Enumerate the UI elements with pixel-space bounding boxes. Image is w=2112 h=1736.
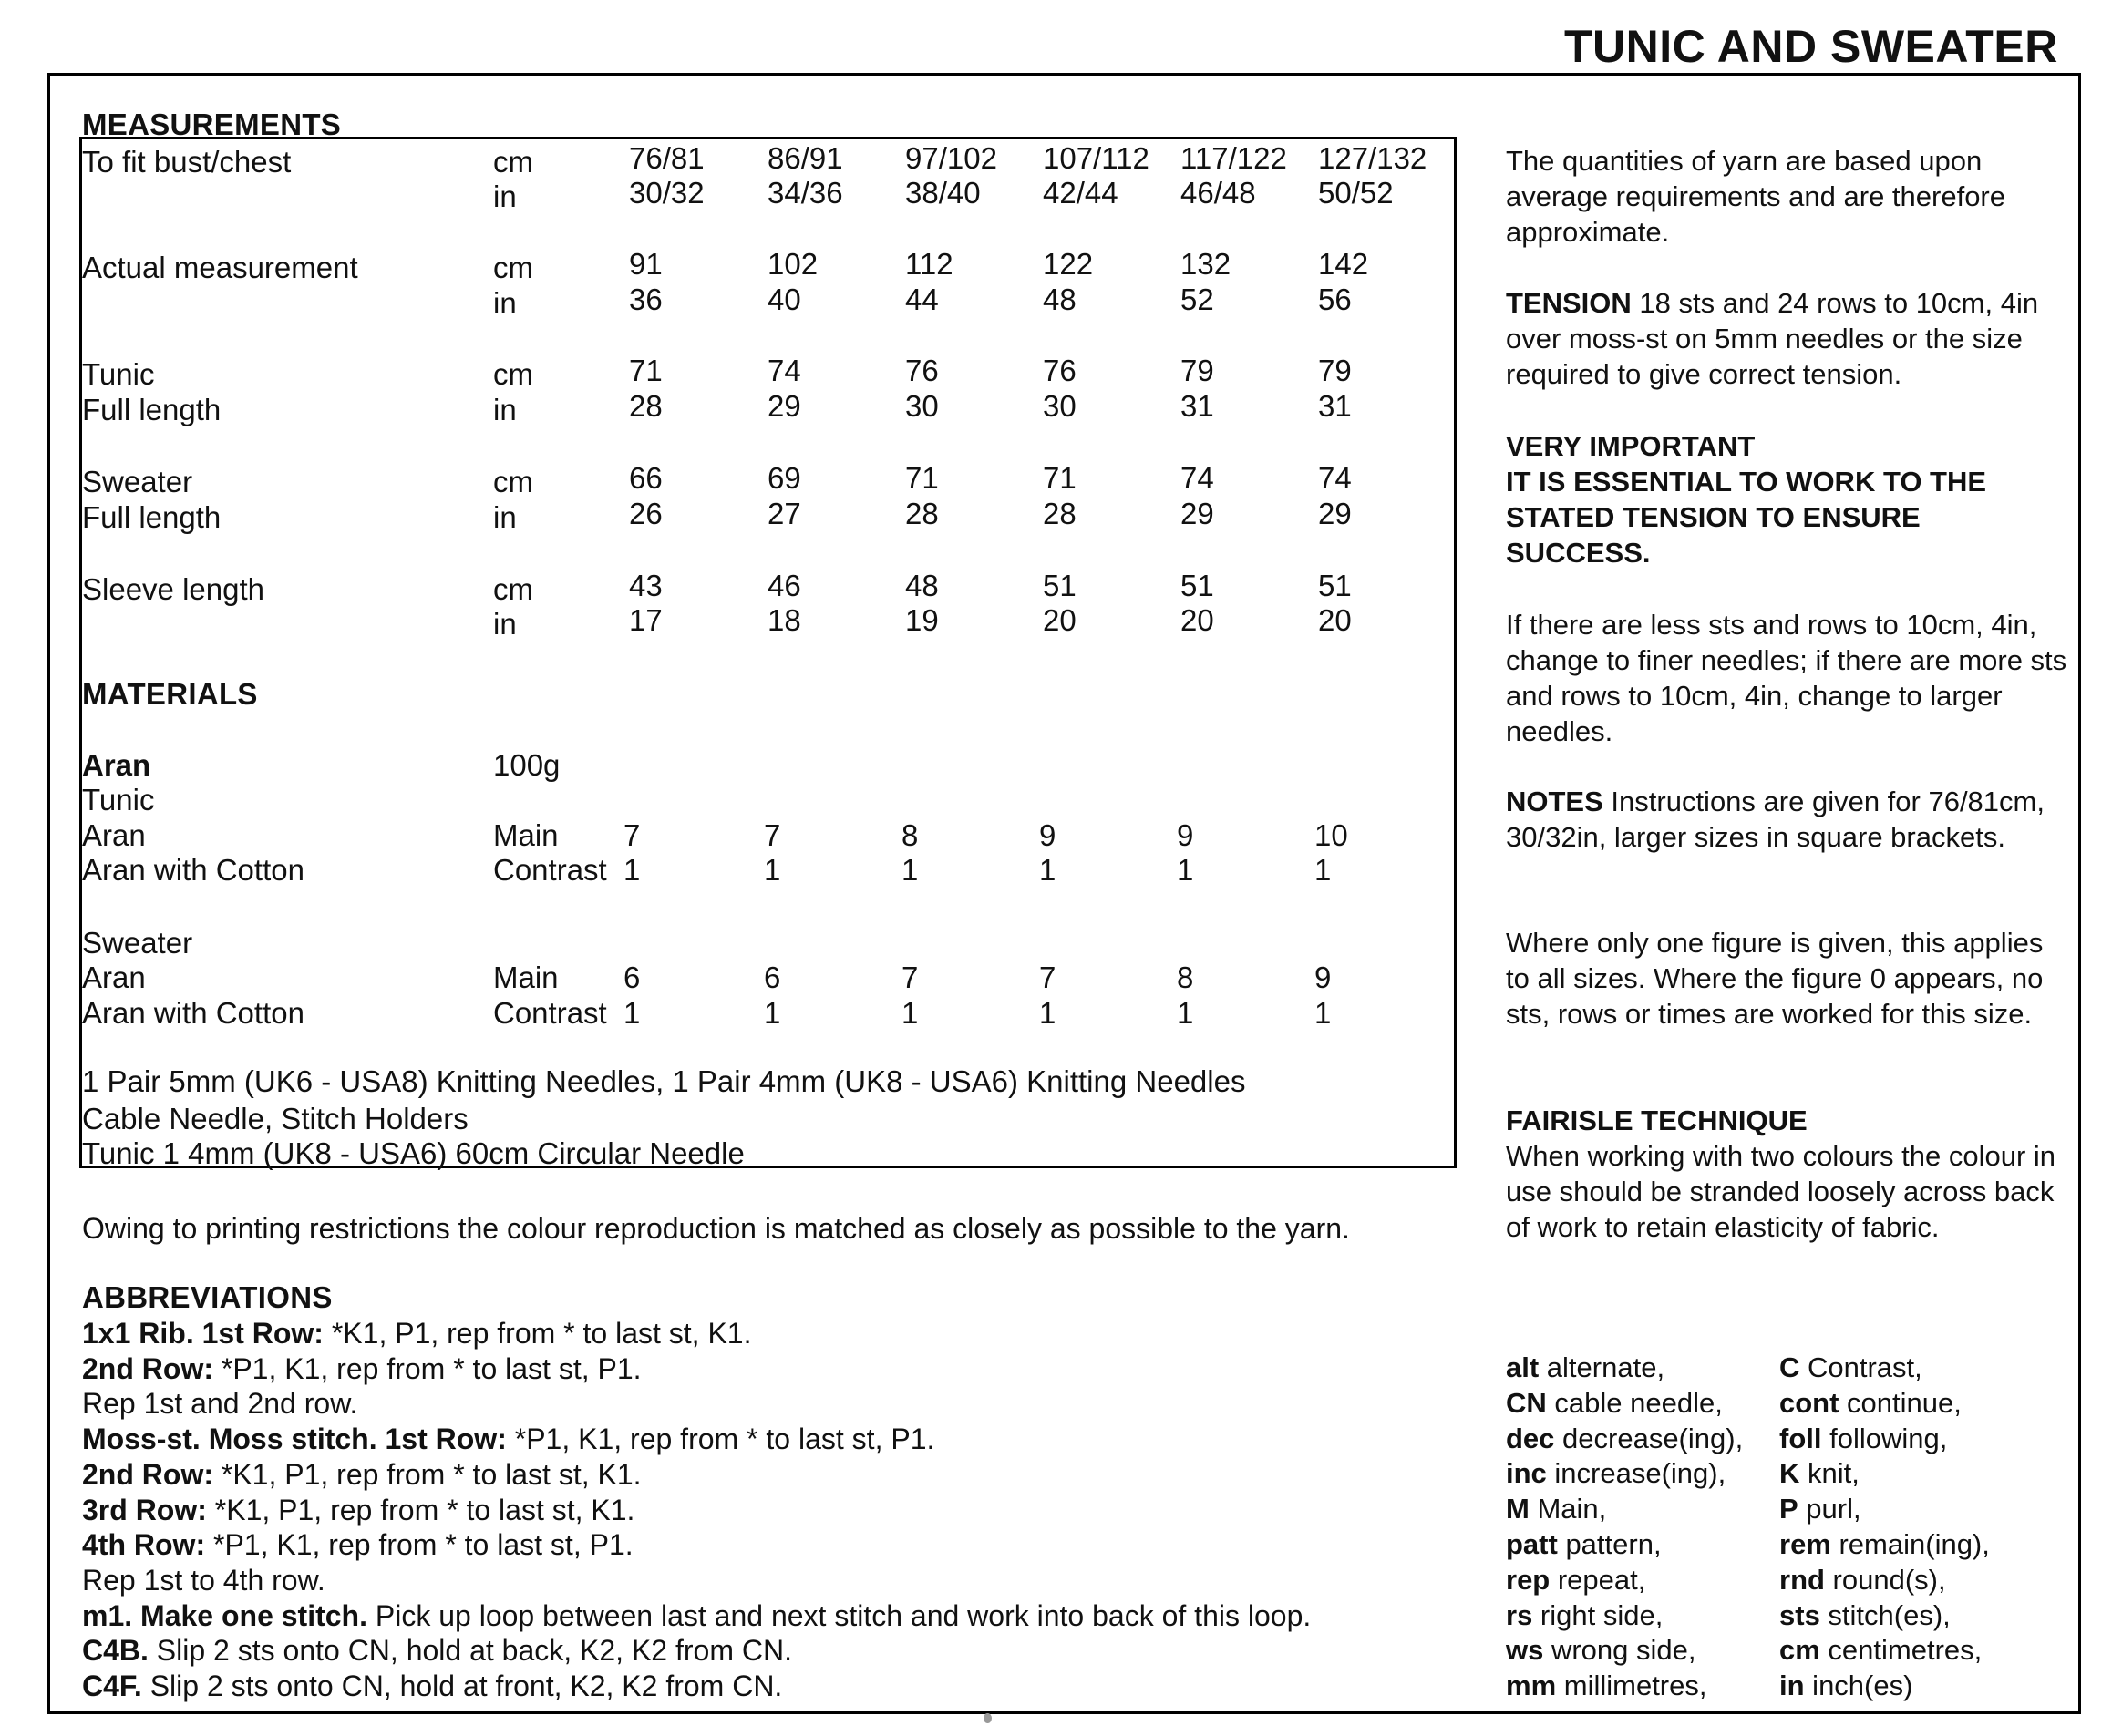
measurement-value: 76 [905, 354, 939, 387]
fairisle-heading: FAIRISLE TECHNIQUE [1506, 1104, 1808, 1136]
glossary-meaning: repeat, [1550, 1564, 1646, 1596]
measurement-value: 79 [1318, 354, 1352, 387]
glossary-abbr: P [1779, 1493, 1798, 1525]
abbreviation-definition: *P1, K1, rep from * to last st, P1. [205, 1528, 634, 1561]
glossary-meaning: decrease(ing), [1554, 1423, 1744, 1454]
glossary-abbr: cont [1779, 1387, 1839, 1419]
measurement-value: 71 [905, 461, 939, 495]
measurement-value: 46/48 [1180, 176, 1256, 210]
measurement-unit: in [493, 286, 517, 320]
abbreviation-definition: *P1, K1, rep from * to last st, P1. [506, 1423, 935, 1455]
measurement-unit: cm [493, 357, 533, 391]
abbreviation-definition: Pick up loop between last and next stitch and work into back of this loop. [366, 1599, 1312, 1632]
measurement-value: 43 [629, 569, 663, 602]
important-heading: VERY IMPORTANT [1506, 430, 1756, 462]
glossary-meaning: Contrast, [1799, 1351, 1922, 1383]
materials-quantity: 1 [1039, 996, 1056, 1030]
needles-line-2: Cable Needle, Stitch Holders [82, 1102, 469, 1135]
abbreviation-definition: Slip 2 sts onto CN, hold at back, K2, K2 from CN. [148, 1634, 792, 1667]
measurement-value: 44 [905, 282, 939, 316]
materials-quantity: 1 [901, 853, 919, 887]
abbreviation-definition: *K1, P1, rep from * to last st, K1. [206, 1494, 635, 1526]
abbreviation-line [82, 1456, 642, 1493]
materials-quantity: 1 [901, 996, 919, 1030]
materials-quantity: 1 [1177, 853, 1194, 887]
notes-paragraph [1506, 784, 2080, 855]
measurement-value: 30 [905, 389, 939, 423]
measurement-value: 27 [768, 497, 801, 530]
glossary-abbr: in [1779, 1669, 1805, 1701]
glossary-entry [1779, 1597, 1951, 1634]
materials-quantity: 1 [1039, 853, 1056, 887]
needles-line-3: Tunic 1 4mm (UK8 - USA6) 60cm Circular Needle [82, 1136, 745, 1170]
glossary-entry [1506, 1668, 1706, 1704]
measurement-value: 127/132 [1318, 141, 1427, 175]
measurement-unit: cm [493, 251, 533, 284]
glossary-abbr: mm [1506, 1669, 1557, 1701]
glossary-meaning: remain(ing), [1830, 1528, 1990, 1560]
important-text: IT IS ESSENTIAL TO WORK TO THE STATED TENSION TO ENSURE SUCCESS. [1506, 466, 1987, 569]
measurement-label: Sleeve length [82, 572, 264, 606]
materials-unit: Contrast [493, 996, 607, 1030]
glossary-entry [1506, 1526, 1662, 1563]
measurement-value: 30 [1043, 389, 1077, 423]
materials-unit: Main [493, 960, 559, 994]
glossary-abbr: rem [1779, 1528, 1831, 1560]
measurement-value: 52 [1180, 282, 1214, 316]
measurement-value: 91 [629, 247, 663, 281]
glossary-entry [1779, 1455, 1860, 1492]
materials-quantity: 1 [1314, 996, 1332, 1030]
page-title: TUNIC AND SWEATER [1564, 21, 2058, 72]
measurement-label: Full length [82, 500, 222, 534]
glossary-meaning: stitch(es), [1819, 1599, 1951, 1631]
glossary-abbr: K [1779, 1457, 1800, 1489]
measurement-value: 40 [768, 282, 801, 316]
glossary-entry [1779, 1526, 1990, 1563]
materials-quantity: 1 [623, 853, 641, 887]
measurement-value: 26 [629, 497, 663, 530]
glossary-entry [1779, 1632, 1982, 1669]
measurement-value: 36 [629, 282, 663, 316]
measurement-value: 74 [768, 354, 801, 387]
glossary-abbr: M [1506, 1493, 1530, 1525]
glossary-entry [1506, 1491, 1606, 1527]
materials-quantity: 9 [1314, 960, 1332, 994]
abbreviation-line [82, 1421, 934, 1457]
measurement-value: 69 [768, 461, 801, 495]
measurement-value: 31 [1180, 389, 1214, 423]
measurement-value: 117/122 [1180, 141, 1287, 175]
glossary-meaning: inch(es) [1804, 1669, 1913, 1701]
measurement-value: 132 [1180, 247, 1231, 281]
materials-quantity: 7 [901, 960, 919, 994]
measurement-unit: cm [493, 145, 533, 179]
materials-quantity: 1 [623, 996, 641, 1030]
materials-quantity: 6 [623, 960, 641, 994]
abbreviation-line [82, 1385, 357, 1422]
glossary-meaning: centimetres, [1819, 1634, 1983, 1666]
materials-unit: Main [493, 818, 559, 852]
abbreviation-term: C4F. [82, 1669, 142, 1702]
glossary-meaning: pattern, [1557, 1528, 1662, 1560]
measurement-value: 97/102 [905, 141, 997, 175]
measurement-label: Actual measurement [82, 251, 358, 284]
abbreviation-line [82, 1632, 792, 1669]
printing-note: Owing to printing restrictions the colour reproduction is matched as closely as possible to the yarn. [82, 1212, 1350, 1245]
materials-label: Aran with Cotton [82, 853, 304, 887]
measurement-value: 76 [1043, 354, 1077, 387]
abbreviation-term: Moss-st. Moss stitch. 1st Row: [82, 1423, 507, 1455]
materials-quantity: 7 [623, 818, 641, 852]
measurement-value: 29 [1318, 497, 1352, 530]
abbreviation-line [82, 1562, 325, 1598]
abbreviation-line [82, 1351, 642, 1387]
abbreviation-line [82, 1492, 634, 1528]
measurement-value: 34/36 [768, 176, 843, 210]
measurement-value: 19 [905, 603, 939, 637]
glossary-abbr: foll [1779, 1423, 1822, 1454]
glossary-abbr: patt [1506, 1528, 1558, 1560]
abbreviation-line [82, 1526, 634, 1563]
measurement-value: 71 [1043, 461, 1077, 495]
abbreviation-line [82, 1668, 782, 1704]
measurement-value: 142 [1318, 247, 1369, 281]
abbreviation-definition: Rep 1st and 2nd row. [82, 1387, 358, 1420]
glossary-abbr: rnd [1779, 1564, 1825, 1596]
glossary-meaning: increase(ing), [1546, 1457, 1726, 1489]
materials-quantity: 1 [1177, 996, 1194, 1030]
scan-smudge [984, 1713, 992, 1723]
glossary-abbr: sts [1779, 1599, 1820, 1631]
glossary-entry [1506, 1597, 1663, 1634]
materials-quantity: 10 [1314, 818, 1348, 852]
glossary-entry [1779, 1562, 1946, 1598]
measurement-unit: cm [493, 572, 533, 606]
measurement-label: To fit bust/chest [82, 145, 292, 179]
materials-quantity: 1 [1314, 853, 1332, 887]
measurements-heading: MEASUREMENTS [82, 108, 342, 141]
measurement-value: 79 [1180, 354, 1214, 387]
materials-quantity: 1 [764, 996, 781, 1030]
measurement-value: 51 [1043, 569, 1077, 602]
measurement-value: 30/32 [629, 176, 705, 210]
abbreviation-term: 4th Row: [82, 1528, 206, 1561]
materials-quantity: 9 [1177, 818, 1194, 852]
measurement-value: 31 [1318, 389, 1352, 423]
tension-label: TENSION [1506, 287, 1632, 319]
measurement-unit: in [493, 607, 517, 641]
abbreviation-definition: Rep 1st to 4th row. [82, 1564, 325, 1597]
glossary-meaning: round(s), [1824, 1564, 1946, 1596]
glossary-meaning: following, [1821, 1423, 1948, 1454]
materials-label: Aran with Cotton [82, 996, 304, 1030]
measurement-value: 29 [1180, 497, 1214, 530]
measurement-value: 42/44 [1043, 176, 1118, 210]
measurement-label: Tunic [82, 357, 155, 391]
glossary-entry [1779, 1350, 1922, 1386]
glossary-abbr: ws [1506, 1634, 1544, 1666]
needle-size-advice: If there are less sts and rows to 10cm, 4in, change to finer needles; if there are more sts and rows to 10cm, 4in, change to larger needles. [1506, 609, 2067, 747]
glossary-meaning: knit, [1799, 1457, 1860, 1489]
measurement-value: 28 [1043, 497, 1077, 530]
materials-unit: Contrast [493, 853, 607, 887]
abbreviation-definition: *K1, P1, rep from * to last st, K1. [323, 1317, 752, 1350]
materials-label: Tunic [82, 783, 155, 817]
abbreviation-definition: Slip 2 sts onto CN, hold at front, K2, K2 from CN. [141, 1669, 783, 1702]
notes-label: NOTES [1506, 786, 1603, 817]
measurement-value: 20 [1180, 603, 1214, 637]
materials-label: Sweater [82, 926, 193, 960]
measurement-value: 29 [768, 389, 801, 423]
materials-label: Aran [82, 818, 146, 852]
glossary-meaning: right side, [1532, 1599, 1664, 1631]
measurement-value: 18 [768, 603, 801, 637]
measurement-value: 71 [629, 354, 663, 387]
measurement-value: 17 [629, 603, 663, 637]
glossary-entry [1779, 1385, 1962, 1422]
abbreviation-line [82, 1315, 751, 1351]
glossary-meaning: purl, [1798, 1493, 1861, 1525]
measurement-value: 86/91 [768, 141, 843, 175]
glossary-meaning: wrong side, [1543, 1634, 1696, 1666]
glossary-meaning: alternate, [1539, 1351, 1665, 1383]
measurement-value: 28 [629, 389, 663, 423]
glossary-abbr: rep [1506, 1564, 1551, 1596]
measurement-unit: cm [493, 465, 533, 498]
glossary-meaning: continue, [1839, 1387, 1962, 1419]
glossary-entry [1779, 1668, 1912, 1704]
glossary-entry [1506, 1632, 1696, 1669]
materials-heading: MATERIALS [82, 677, 258, 711]
abbreviation-term: 1x1 Rib. 1st Row: [82, 1317, 324, 1350]
measurement-value: 76/81 [629, 141, 705, 175]
yarn-weight: 100g [493, 748, 561, 782]
glossary-entry [1506, 1455, 1726, 1492]
glossary-entry [1779, 1491, 1861, 1527]
measurement-value: 74 [1180, 461, 1214, 495]
measurement-value: 74 [1318, 461, 1352, 495]
measurement-value: 56 [1318, 282, 1352, 316]
measurement-value: 20 [1043, 603, 1077, 637]
abbreviation-term: C4B. [82, 1634, 149, 1667]
materials-quantity: 7 [764, 818, 781, 852]
needles-line-1: 1 Pair 5mm (UK6 - USA8) Knitting Needles, 1 Pair 4mm (UK8 - USA6) Knitting Needles [82, 1064, 1246, 1098]
measurement-label: Sweater [82, 465, 193, 498]
measurement-value: 28 [905, 497, 939, 530]
glossary-abbr: dec [1506, 1423, 1555, 1454]
abbreviation-definition: *P1, K1, rep from * to last st, P1. [212, 1352, 642, 1385]
tension-text: 18 sts and 24 rows to 10cm, 4in over moss-st on 5mm needles or the size required to give correct tension. [1506, 287, 2039, 390]
figure-note: Where only one figure is given, this applies to all sizes. Where the figure 0 appears, no sts, rows or times are worked for this size. [1506, 927, 2044, 1030]
notes-text: Instructions are given for 76/81cm, 30/32in, larger sizes in square brackets. [1506, 786, 2045, 853]
abbreviation-term: 2nd Row: [82, 1458, 213, 1491]
measurement-value: 50/52 [1318, 176, 1394, 210]
glossary-entry [1506, 1421, 1743, 1457]
materials-quantity: 1 [764, 853, 781, 887]
materials-quantity: 6 [764, 960, 781, 994]
measurement-value: 112 [905, 247, 953, 281]
yarn-label: Aran [82, 748, 151, 782]
materials-quantity: 8 [901, 818, 919, 852]
abbreviation-line [82, 1597, 1311, 1634]
measurement-value: 51 [1318, 569, 1352, 602]
glossary-abbr: rs [1506, 1599, 1533, 1631]
glossary-abbr: C [1779, 1351, 1800, 1383]
measurement-value: 66 [629, 461, 663, 495]
measurement-value: 122 [1043, 247, 1094, 281]
abbreviation-term: 3rd Row: [82, 1494, 207, 1526]
measurement-value: 38/40 [905, 176, 981, 210]
glossary-entry [1779, 1421, 1947, 1457]
glossary-entry [1506, 1350, 1664, 1386]
measurement-unit: in [493, 500, 517, 534]
materials-quantity: 8 [1177, 960, 1194, 994]
measurement-value: 48 [1043, 282, 1077, 316]
glossary-abbr: inc [1506, 1457, 1547, 1489]
glossary-meaning: millimetres, [1556, 1669, 1707, 1701]
materials-quantity: 9 [1039, 818, 1056, 852]
materials-label: Aran [82, 960, 146, 994]
fairisle-text: When working with two colours the colour in use should be stranded loosely across back of work to retain elasticity of fabric. [1506, 1140, 2056, 1243]
glossary-meaning: cable needle, [1546, 1387, 1723, 1419]
glossary-entry [1506, 1562, 1645, 1598]
measurement-value: 48 [905, 569, 939, 602]
measurement-value: 102 [768, 247, 819, 281]
measurement-value: 107/112 [1043, 141, 1149, 175]
measurement-value: 46 [768, 569, 801, 602]
measurement-label: Full length [82, 393, 222, 426]
measurement-unit: in [493, 393, 517, 426]
abbreviations-heading: ABBREVIATIONS [82, 1280, 333, 1314]
glossary-meaning: Main, [1529, 1493, 1607, 1525]
glossary-entry [1506, 1385, 1723, 1422]
measurement-value: 51 [1180, 569, 1214, 602]
measurement-unit: in [493, 180, 517, 213]
abbreviation-term: 2nd Row: [82, 1352, 213, 1385]
abbreviation-term: m1. Make one stitch. [82, 1599, 367, 1632]
glossary-abbr: cm [1779, 1634, 1820, 1666]
quantities-note: The quantities of yarn are based upon average requirements and are therefore approximate. [1506, 145, 2005, 248]
glossary-abbr: alt [1506, 1351, 1540, 1383]
measurement-value: 20 [1318, 603, 1352, 637]
tension-paragraph [1506, 285, 2080, 392]
abbreviation-definition: *K1, P1, rep from * to last st, K1. [212, 1458, 642, 1491]
glossary-abbr: CN [1506, 1387, 1547, 1419]
materials-quantity: 7 [1039, 960, 1056, 994]
